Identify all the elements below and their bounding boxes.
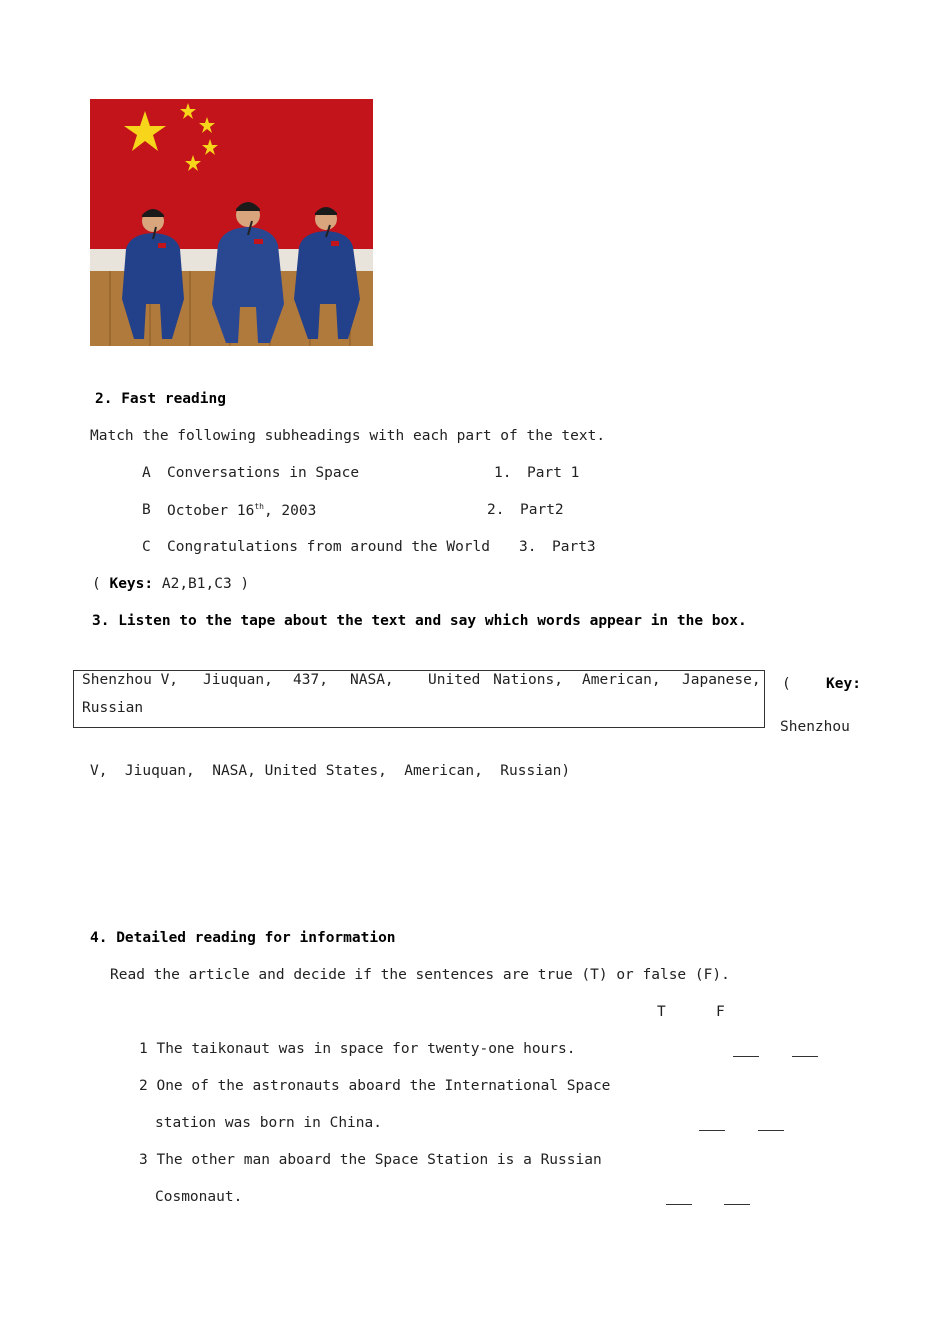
match-item-number: 1.	[494, 465, 512, 481]
box-word: Shenzhou V,	[82, 672, 179, 688]
key-paren: (	[782, 676, 791, 692]
box-word: 437,	[293, 672, 328, 688]
section-heading-detailed-reading: 4. Detailed reading for information	[90, 930, 396, 946]
flag-and-astronauts-photo	[90, 99, 373, 346]
answer-keys: ( Keys: A2,B1,C3 )	[92, 576, 250, 592]
true-answer-blank[interactable]	[666, 1204, 692, 1205]
match-item-number: 2.	[487, 502, 505, 518]
box-word: American,	[582, 672, 661, 688]
match-item-letter: B	[142, 502, 151, 518]
match-item-number: 3.	[519, 539, 537, 555]
true-answer-blank[interactable]	[733, 1056, 759, 1057]
key-answer-line2: V, Jiuquan, NASA, United States, American, Russian)	[90, 763, 571, 779]
box-word: NASA,	[350, 672, 394, 688]
box-word: Jiuquan,	[203, 672, 273, 688]
match-item-part: Part3	[552, 539, 596, 555]
statement: 2 One of the astronauts aboard the International Space	[139, 1078, 611, 1094]
match-item-letter: A	[142, 465, 151, 481]
key-label: Key:	[826, 676, 861, 692]
section-heading-listening: 3. Listen to the tape about the text and say which words appear in the box.	[92, 613, 747, 629]
true-answer-blank[interactable]	[699, 1130, 725, 1131]
false-answer-blank[interactable]	[724, 1204, 750, 1205]
match-item-letter: C	[142, 539, 151, 555]
match-item-text: Congratulations from around the World	[167, 539, 491, 555]
superscript: th	[254, 502, 264, 511]
statement: 3 The other man aboard the Space Station is a Russian	[139, 1152, 602, 1168]
box-word: Russian	[82, 700, 144, 716]
false-answer-blank[interactable]	[792, 1056, 818, 1057]
column-true-header: T	[657, 1004, 666, 1020]
column-false-header: F	[716, 1004, 725, 1020]
box-word: United Nations,	[428, 672, 563, 688]
match-item-part: Part2	[520, 502, 564, 518]
match-item-part: Part 1	[527, 465, 580, 481]
section-instruction: Match the following subheadings with each part of the text.	[90, 428, 606, 444]
statement-continuation: Cosmonaut.	[155, 1189, 243, 1205]
box-word: Japanese,	[682, 672, 761, 688]
false-answer-blank[interactable]	[758, 1130, 784, 1131]
match-item-text: Conversations in Space	[167, 465, 360, 481]
section-heading-fast-reading: 2. Fast reading	[95, 391, 226, 407]
section-instruction: Read the article and decide if the sentences are true (T) or false (F).	[110, 967, 730, 983]
key-answer-line1: Shenzhou	[780, 719, 850, 735]
match-item-text: October 16th, 2003	[167, 502, 317, 519]
statement: 1 The taikonaut was in space for twenty-one hours.	[139, 1041, 576, 1057]
statement-continuation: station was born in China.	[155, 1115, 382, 1131]
